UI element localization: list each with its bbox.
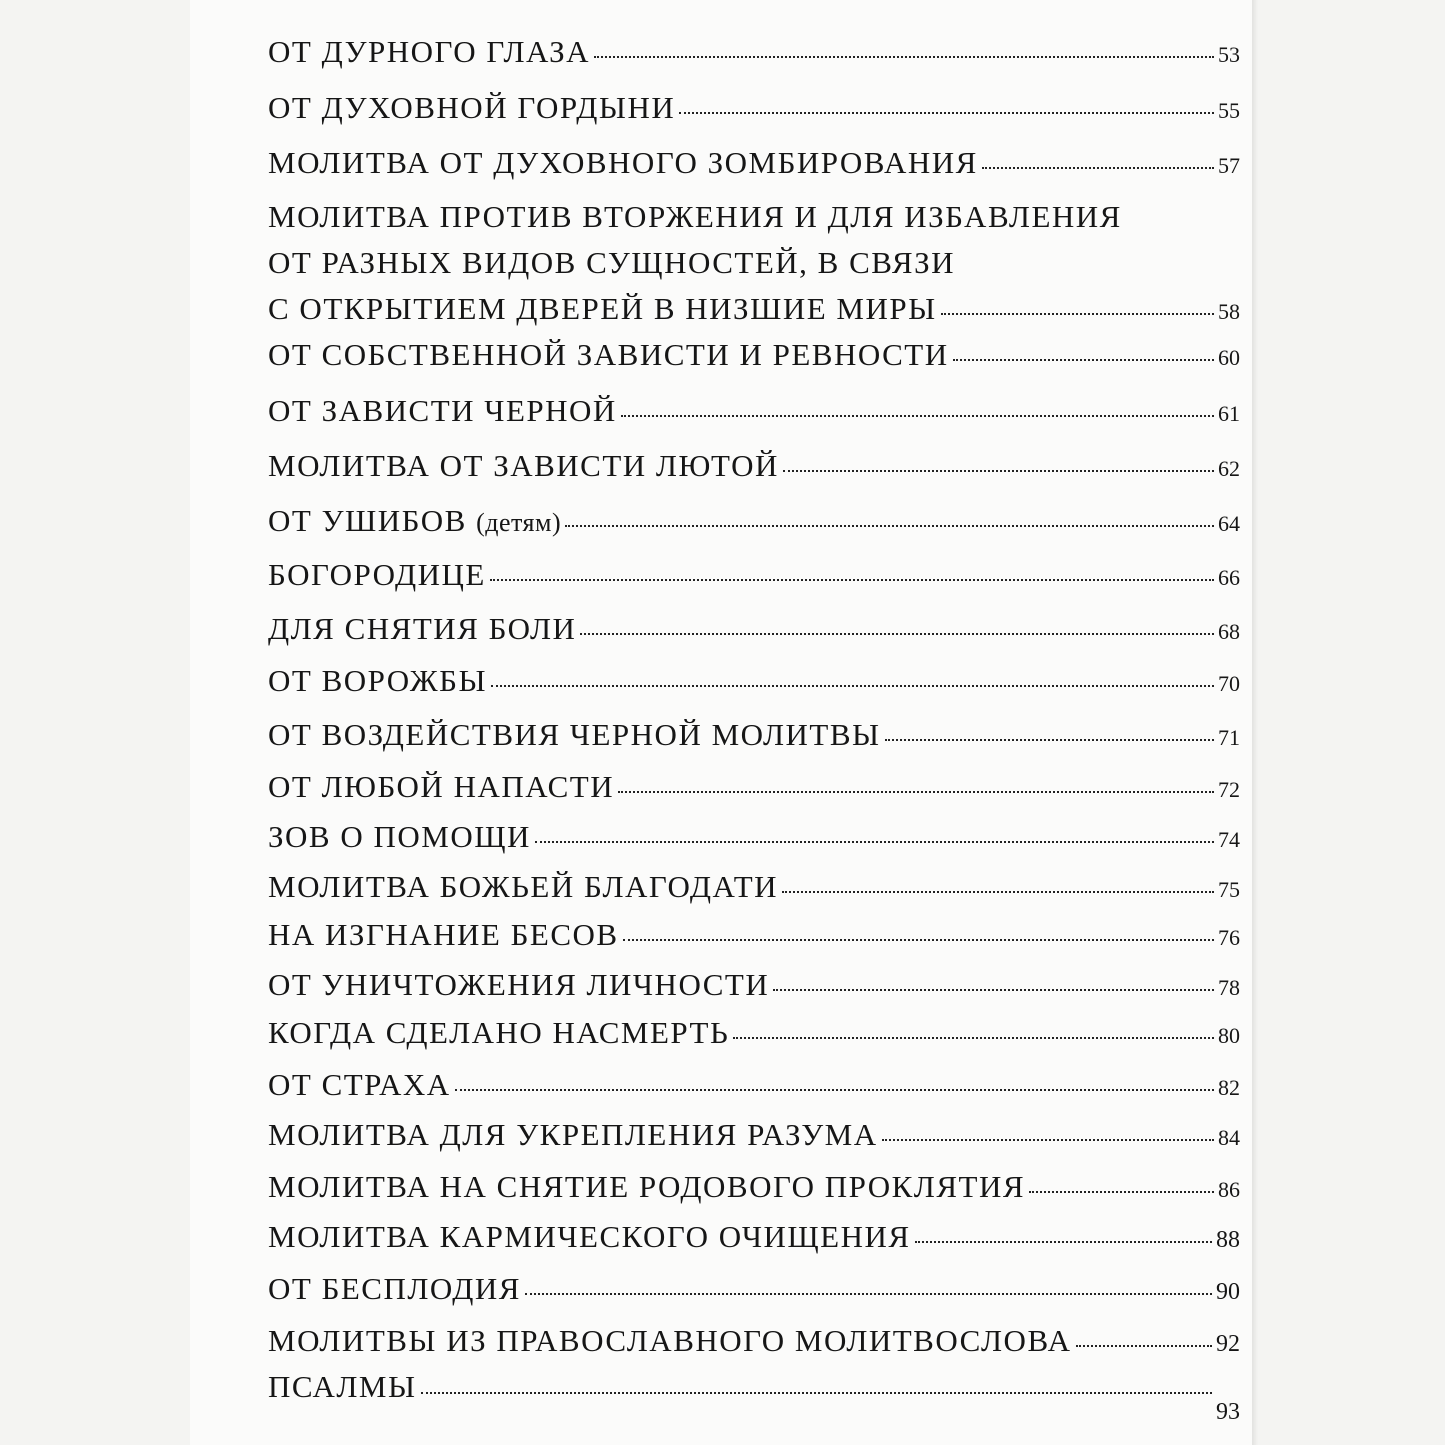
dot-leader <box>1029 1191 1214 1193</box>
toc-entry-page: 60 <box>1218 345 1240 370</box>
toc-entry-page: 84 <box>1218 1125 1240 1150</box>
toc-entry-title-line-3: С ОТКРЫТИЕМ ДВЕРЕЙ В НИЗШИЕ МИРЫ <box>268 291 937 326</box>
dot-leader <box>783 470 1214 472</box>
toc-entry-title-line-2: ОТ РАЗНЫХ ВИДОВ СУЩНОСТЕЙ, В СВЯЗИ <box>268 245 955 280</box>
dot-leader <box>621 415 1214 417</box>
toc-entry-title: ПСАЛМЫ <box>268 1369 417 1404</box>
toc-entry-title: МОЛИТВА НА СНЯТИЕ РОДОВОГО ПРОКЛЯТИЯ <box>268 1169 1026 1204</box>
toc-entry <box>268 83 1240 133</box>
toc-entry <box>268 138 1240 188</box>
toc-entry-page: 93 <box>1216 1399 1240 1425</box>
toc-entry-title: ОТ СТРАХА <box>268 1067 451 1102</box>
toc-entry-page: 61 <box>1218 401 1240 426</box>
toc-entry-title: БОГОРОДИЦЕ <box>268 557 486 592</box>
toc-entry-title: ОТ ДУРНОГО ГЛАЗА <box>268 34 590 69</box>
toc-entry-page: 86 <box>1218 1177 1240 1202</box>
toc-entry-title: МОЛИТВЫ ИЗ ПРАВОСЛАВНОГО МОЛИТВОСЛОВА <box>268 1323 1072 1358</box>
toc-entry-page: 70 <box>1218 671 1240 696</box>
toc-entry <box>268 862 1240 912</box>
toc-entry <box>268 1316 1240 1366</box>
dot-leader <box>565 525 1214 527</box>
toc-entry-title: ОТ УНИЧТОЖЕНИЯ ЛИЧНОСТИ <box>268 967 770 1002</box>
page-edge-shadow <box>1252 0 1258 1445</box>
toc-entry-page: 62 <box>1218 456 1240 481</box>
toc-entry <box>268 1264 1240 1314</box>
toc-entry-title: ОТ ДУХОВНОЙ ГОРДЫНИ <box>268 90 676 125</box>
dot-leader <box>618 791 1214 793</box>
dot-leader <box>525 1293 1212 1295</box>
toc-entry-title: ОТ СОБСТВЕННОЙ ЗАВИСТИ И РЕВНОСТИ <box>268 337 949 372</box>
dot-leader <box>941 313 1214 315</box>
toc-entry-title: МОЛИТВА ОТ ЗАВИСТИ ЛЮТОЙ <box>268 448 779 483</box>
toc-entry-title-note: (детям) <box>476 508 562 537</box>
toc-entry-page: 53 <box>1218 42 1240 67</box>
toc-entry <box>268 386 1240 436</box>
toc-entry <box>268 960 1240 1010</box>
toc-entry-multiline <box>268 194 1240 332</box>
toc-entry-page: 74 <box>1218 827 1240 852</box>
toc-entry-page: 76 <box>1218 925 1240 950</box>
dot-leader <box>490 579 1214 581</box>
dot-leader <box>679 112 1214 114</box>
toc-entry-page: 68 <box>1218 619 1240 644</box>
toc-entry <box>268 330 1240 380</box>
toc-entry-title: ЗОВ О ПОМОЩИ <box>268 819 531 854</box>
toc-entry <box>268 1008 1240 1058</box>
toc-entry-title: МОЛИТВА ДЛЯ УКРЕПЛЕНИЯ РАЗУМА <box>268 1117 878 1152</box>
toc-entry-page: 92 <box>1216 1331 1240 1357</box>
toc-entry-title-line-1: МОЛИТВА ПРОТИВ ВТОРЖЕНИЯ И ДЛЯ ИЗБАВЛЕНИЯ <box>268 199 1122 234</box>
toc-entry <box>268 710 1240 760</box>
dot-leader <box>580 633 1214 635</box>
dot-leader <box>953 359 1214 361</box>
toc-entry-title: МОЛИТВА ОТ ДУХОВНОГО ЗОМБИРОВАНИЯ <box>268 145 978 180</box>
toc-entry-page: 90 <box>1216 1279 1240 1305</box>
toc-entry-page: 55 <box>1218 98 1240 123</box>
toc-entry-page: 64 <box>1218 511 1240 536</box>
toc-entry-page: 78 <box>1218 975 1240 1000</box>
toc-entry-page: 80 <box>1218 1023 1240 1048</box>
toc-entry <box>268 656 1240 706</box>
dot-leader <box>982 167 1214 169</box>
toc-entry-page: 66 <box>1218 565 1240 590</box>
toc-entry-title: НА ИЗГНАНИЕ БЕСОВ <box>268 917 619 952</box>
toc-entry <box>268 1162 1240 1212</box>
toc-entry <box>268 1362 1240 1432</box>
toc-entry-page: 75 <box>1218 877 1240 902</box>
dot-leader <box>455 1089 1214 1091</box>
toc-entry <box>268 910 1240 960</box>
toc-entry-page: 82 <box>1218 1075 1240 1100</box>
dot-leader <box>885 739 1214 741</box>
toc-entry <box>268 441 1240 491</box>
toc-entry-page: 71 <box>1218 725 1240 750</box>
dot-leader <box>773 989 1214 991</box>
toc-entry-title: ОТ БЕСПЛОДИЯ <box>268 1271 521 1306</box>
dot-leader <box>882 1139 1214 1141</box>
toc-entry <box>268 27 1240 77</box>
dot-leader <box>421 1392 1212 1394</box>
toc-entry-title: МОЛИТВА БОЖЬЕЙ БЛАГОДАТИ <box>268 869 779 904</box>
dot-leader <box>491 685 1214 687</box>
toc-entry <box>268 812 1240 862</box>
dot-leader <box>915 1241 1212 1243</box>
dot-leader <box>782 891 1214 893</box>
dot-leader <box>594 56 1214 58</box>
toc-entry <box>268 604 1240 654</box>
toc-entry-title: ОТ ЗАВИСТИ ЧЕРНОЙ <box>268 393 617 428</box>
toc-entry <box>268 1110 1240 1160</box>
toc-entry-page: 72 <box>1218 777 1240 802</box>
toc-entry <box>268 762 1240 812</box>
toc-entry-title: КОГДА СДЕЛАНО НАСМЕРТЬ <box>268 1015 730 1050</box>
toc-entry <box>268 1060 1240 1110</box>
toc-entry-title: МОЛИТВА КАРМИЧЕСКОГО ОЧИЩЕНИЯ <box>268 1219 911 1254</box>
toc-entry-title: ОТ ВОЗДЕЙСТВИЯ ЧЕРНОЙ МОЛИТВЫ <box>268 717 881 752</box>
toc-entry-page: 88 <box>1216 1227 1240 1253</box>
toc-entry-title: ДЛЯ СНЯТИЯ БОЛИ <box>268 611 577 646</box>
dot-leader <box>623 939 1214 941</box>
dot-leader <box>535 841 1214 843</box>
dot-leader <box>1076 1345 1212 1347</box>
toc-entry-page: 58 <box>1218 299 1240 324</box>
dot-leader <box>733 1037 1214 1039</box>
toc-entry-title: ОТ ВОРОЖБЫ <box>268 663 487 698</box>
toc-entry <box>268 550 1240 600</box>
toc-entry-title <box>268 496 561 548</box>
toc-entry-page: 57 <box>1218 153 1240 178</box>
toc-entry-title: ОТ ЛЮБОЙ НАПАСТИ <box>268 769 615 804</box>
toc-entry <box>268 1212 1240 1262</box>
toc-entry <box>268 496 1240 546</box>
toc-entry-title-main: ОТ УШИБОВ <box>268 503 467 538</box>
